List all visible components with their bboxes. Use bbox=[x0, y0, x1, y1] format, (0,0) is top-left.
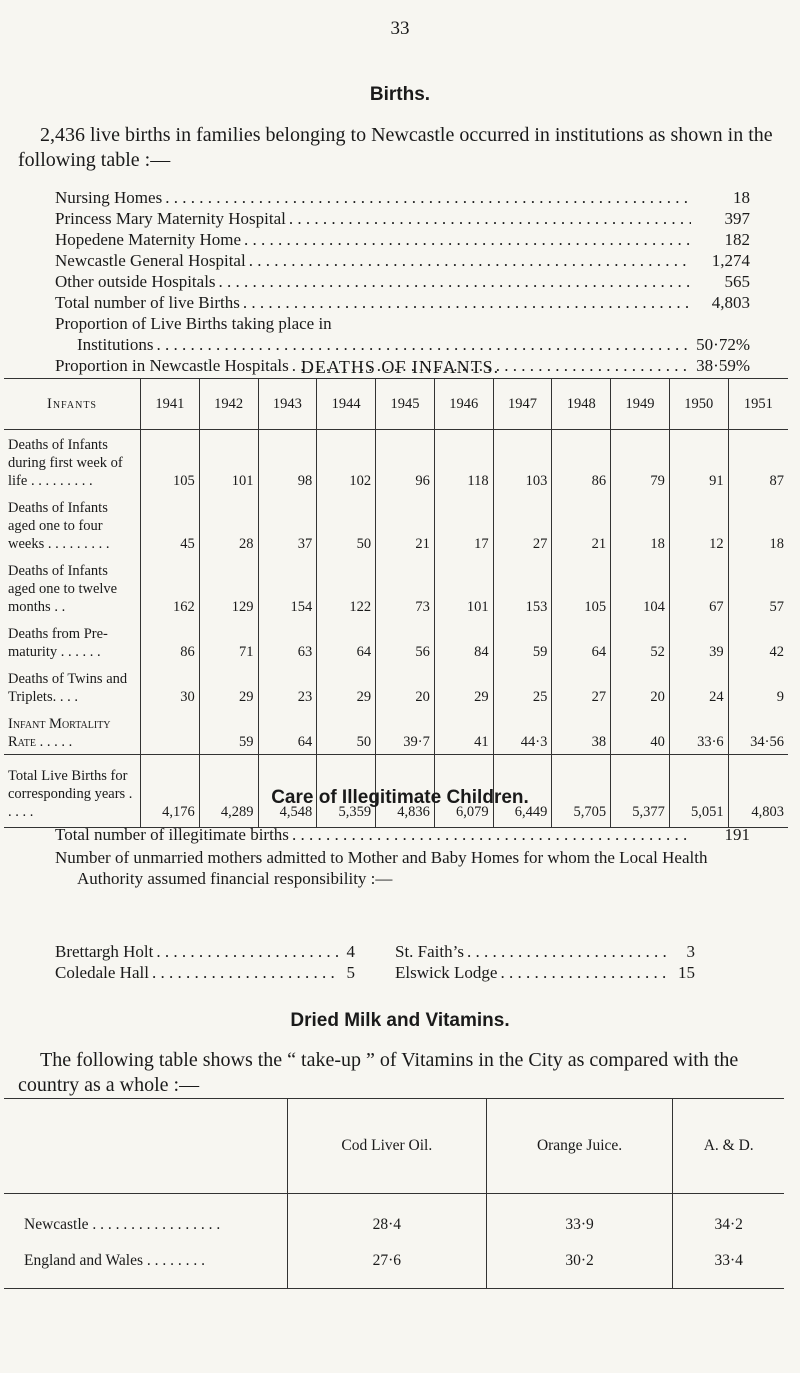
homes-list bbox=[55, 941, 695, 983]
table-cell: 5,705 bbox=[552, 755, 611, 828]
table-cell: 21 bbox=[552, 493, 611, 556]
table-cell: 24 bbox=[669, 664, 728, 709]
list-item: Hopedene Maternity Home . . . 182 bbox=[55, 229, 750, 250]
table-cell: 105 bbox=[141, 430, 200, 494]
table-cell: 101 bbox=[199, 430, 258, 494]
deaths-table bbox=[4, 378, 788, 828]
table-cell: 63 bbox=[258, 619, 317, 664]
col-header-year: 1943 bbox=[258, 379, 317, 430]
births-intro: 2,436 live births in families belonging to Newcastle occurred in institutions as shown in the following table :— bbox=[18, 124, 773, 171]
row-label: Newcastle . . . . . . . . . . . . . . . . . bbox=[24, 1216, 221, 1233]
table-cell: 29 bbox=[434, 664, 493, 709]
list-item: Brettargh Holt . . . 4 bbox=[55, 941, 395, 962]
table-cell: 57 bbox=[728, 556, 788, 619]
table-cell: 118 bbox=[434, 430, 493, 494]
col-header-year: 1946 bbox=[434, 379, 493, 430]
list-item: Institutions . . . 50·72% bbox=[55, 334, 750, 355]
table-cell: 56 bbox=[376, 619, 435, 664]
table-cell: 5,377 bbox=[611, 755, 670, 828]
table-cell: 34·2 bbox=[673, 1194, 784, 1244]
table-cell: 67 bbox=[669, 556, 728, 619]
table-cell: 79 bbox=[611, 430, 670, 494]
table-cell: 4,803 bbox=[728, 755, 788, 828]
table-cell: 96 bbox=[376, 430, 435, 494]
table-cell: 29 bbox=[199, 664, 258, 709]
table-cell: 104 bbox=[611, 556, 670, 619]
table-cell: 27 bbox=[493, 493, 552, 556]
table-cell: 101 bbox=[434, 556, 493, 619]
table-cell: 45 bbox=[141, 493, 200, 556]
illegitimate-list bbox=[55, 824, 750, 889]
col-header-cod-liver-oil: Cod Liver Oil. bbox=[288, 1099, 487, 1194]
unmarried-mothers-text: Number of unmarried mothers admitted to Mother and Baby Homes for whom the Local Health Authority assumed financial responsibility :— bbox=[55, 848, 708, 888]
col-header-year: 1949 bbox=[611, 379, 670, 430]
header-row bbox=[4, 1099, 784, 1194]
list-item: Nursing Homes . . . 18 bbox=[55, 187, 750, 208]
table-cell: 50 bbox=[317, 709, 376, 755]
table-cell: 27·6 bbox=[288, 1243, 487, 1289]
list-item: St. Faith’s . . . 3 bbox=[395, 941, 695, 962]
table-cell: 87 bbox=[728, 430, 788, 494]
table-cell: 50 bbox=[317, 493, 376, 556]
col-header-year: 1948 bbox=[552, 379, 611, 430]
page-number: 33 bbox=[390, 18, 410, 39]
table-cell: 23 bbox=[258, 664, 317, 709]
table-cell: 64 bbox=[317, 619, 376, 664]
list-item: Proportion in Newcastle Hospitals . . . 38·59% bbox=[55, 355, 750, 376]
table-cell: 44·3 bbox=[493, 709, 552, 755]
table-cell: 41 bbox=[434, 709, 493, 755]
vitamins-table bbox=[4, 1098, 784, 1289]
table-row bbox=[4, 1243, 784, 1289]
table-cell: 102 bbox=[317, 430, 376, 494]
table-cell: 33·4 bbox=[673, 1243, 784, 1289]
row-label: Deaths of Twins and Triplets. . . . bbox=[8, 671, 128, 705]
table-cell: 52 bbox=[611, 619, 670, 664]
col-header-year: 1941 bbox=[141, 379, 200, 430]
births-heading: Births. bbox=[369, 84, 431, 105]
col-header-year: 1947 bbox=[493, 379, 552, 430]
table-cell: 105 bbox=[552, 556, 611, 619]
table-row bbox=[4, 430, 788, 494]
row-label: Infant Mortality Rate . . . . . bbox=[4, 709, 141, 755]
deaths-heading: DEATHS OF INFANTS. bbox=[300, 357, 500, 377]
table-cell: 25 bbox=[493, 664, 552, 709]
table-cell: 9 bbox=[728, 664, 788, 709]
table-cell: 18 bbox=[611, 493, 670, 556]
row-label: Total Live Births for corresponding years . . . . . bbox=[4, 755, 141, 828]
table-cell: 98 bbox=[258, 430, 317, 494]
row-label: Deaths of Infants during first week of life . . . . . . . . . bbox=[8, 437, 123, 489]
table-cell: 33·9 bbox=[486, 1194, 673, 1244]
table-cell: 59 bbox=[493, 619, 552, 664]
col-header-year: 1950 bbox=[669, 379, 728, 430]
list-item: Other outside Hospitals . . . 565 bbox=[55, 271, 750, 292]
table-cell: 5,051 bbox=[669, 755, 728, 828]
table-cell: 73 bbox=[376, 556, 435, 619]
table-cell: 153 bbox=[493, 556, 552, 619]
list-item: Newcastle General Hospital . . . 1,274 bbox=[55, 250, 750, 271]
table-cell: 71 bbox=[199, 619, 258, 664]
table-cell: 4,289 bbox=[199, 755, 258, 828]
col-header-blank bbox=[4, 1099, 288, 1194]
table-cell: 42 bbox=[728, 619, 788, 664]
table-cell: 4,548 bbox=[258, 755, 317, 828]
table-cell: 86 bbox=[552, 430, 611, 494]
table-cell: 18 bbox=[728, 493, 788, 556]
col-header-year: 1942 bbox=[199, 379, 258, 430]
table-cell: 4,836 bbox=[376, 755, 435, 828]
row-label: Deaths of Infants aged one to four weeks . . . . . . . . . bbox=[8, 500, 110, 552]
table-cell: 154 bbox=[258, 556, 317, 619]
dried-milk-heading: Dried Milk and Vitamins. bbox=[290, 1010, 510, 1031]
list-item: Coledale Hall . . . 5 bbox=[55, 962, 395, 983]
header-row bbox=[4, 379, 788, 430]
table-row bbox=[4, 556, 788, 619]
table-row bbox=[4, 709, 788, 755]
table-cell: 20 bbox=[376, 664, 435, 709]
table-cell: 6,079 bbox=[434, 755, 493, 828]
table-cell: 5,359 bbox=[317, 755, 376, 828]
table-cell: 39 bbox=[669, 619, 728, 664]
table-cell: 21 bbox=[376, 493, 435, 556]
col-header-a-and-d: A. & D. bbox=[673, 1099, 784, 1194]
table-cell: 30·2 bbox=[486, 1243, 673, 1289]
table-cell: 59 bbox=[199, 709, 258, 755]
table-cell: 12 bbox=[669, 493, 728, 556]
table-row bbox=[4, 664, 788, 709]
row-label: Deaths from Pre-maturity . . . . . . bbox=[8, 626, 108, 660]
table-row bbox=[4, 1194, 784, 1244]
row-label: Deaths of Infants aged one to twelve months . . bbox=[8, 563, 118, 615]
table-cell: 28·4 bbox=[288, 1194, 487, 1244]
table-cell: 129 bbox=[199, 556, 258, 619]
table-cell: 27 bbox=[552, 664, 611, 709]
table-cell: 17 bbox=[434, 493, 493, 556]
table-cell: 4,176 bbox=[141, 755, 200, 828]
table-cell: 28 bbox=[199, 493, 258, 556]
col-header-year: 1944 bbox=[317, 379, 376, 430]
institutions-list bbox=[55, 187, 750, 376]
table-cell: 29 bbox=[317, 664, 376, 709]
list-item: Proportion of Live Births taking place in bbox=[55, 314, 332, 333]
list-item: Elswick Lodge . . . 15 bbox=[395, 962, 695, 983]
list-item: Total number of live Births . . . 4,803 bbox=[55, 292, 750, 313]
table-cell: 30 bbox=[141, 664, 200, 709]
table-cell: 122 bbox=[317, 556, 376, 619]
illegitimate-heading: Care of Illegitimate Children. bbox=[271, 787, 529, 808]
table-cell: 86 bbox=[141, 619, 200, 664]
table-cell: 37 bbox=[258, 493, 317, 556]
table-row bbox=[4, 493, 788, 556]
list-item: Princess Mary Maternity Hospital . . . 397 bbox=[55, 208, 750, 229]
list-item: Total number of illegitimate births . . . 191 bbox=[55, 824, 750, 845]
table-cell: 20 bbox=[611, 664, 670, 709]
table-cell: 33·6 bbox=[669, 709, 728, 755]
table-cell: 64 bbox=[258, 709, 317, 755]
table-cell: 91 bbox=[669, 430, 728, 494]
table-cell: 6,449 bbox=[493, 755, 552, 828]
col-header-orange-juice: Orange Juice. bbox=[486, 1099, 673, 1194]
table-cell bbox=[141, 709, 200, 755]
table-cell: 84 bbox=[434, 619, 493, 664]
table-row bbox=[4, 619, 788, 664]
table-cell: 38 bbox=[552, 709, 611, 755]
vitamins-intro: The following table shows the “ take-up ” of Vitamins in the City as compared with the country as a whole :— bbox=[18, 1049, 739, 1096]
col-header-year: 1945 bbox=[376, 379, 435, 430]
table-cell: 39·7 bbox=[376, 709, 435, 755]
col-header-year: 1951 bbox=[728, 379, 788, 430]
table-cell: 162 bbox=[141, 556, 200, 619]
row-label: England and Wales . . . . . . . . bbox=[4, 1243, 288, 1289]
table-cell: 103 bbox=[493, 430, 552, 494]
table-cell: 64 bbox=[552, 619, 611, 664]
table-cell: 34·56 bbox=[728, 709, 788, 755]
table-cell: 40 bbox=[611, 709, 670, 755]
col-header-infants: Infants bbox=[4, 379, 141, 430]
